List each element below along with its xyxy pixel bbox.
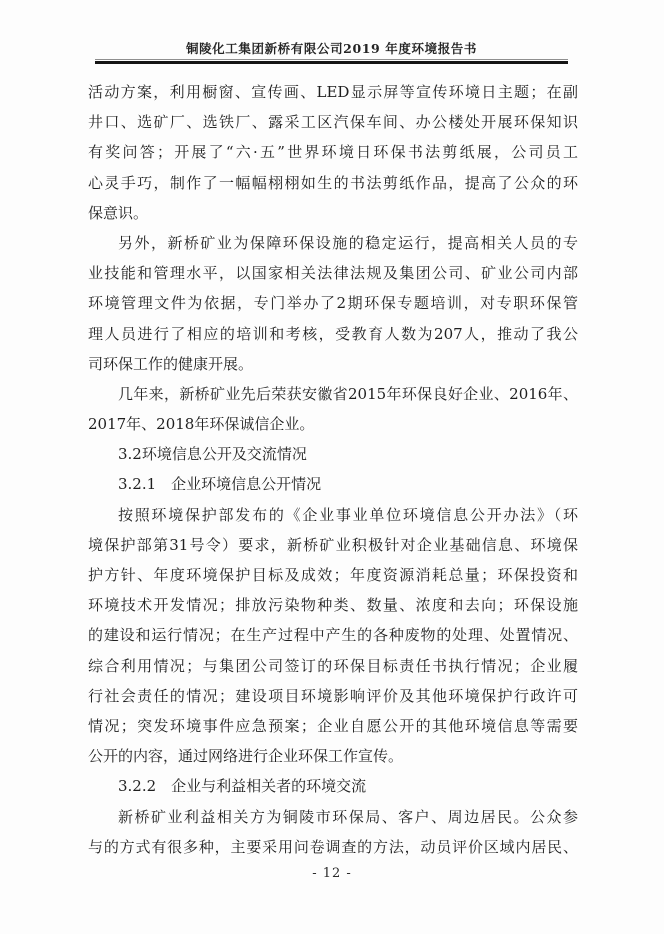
text-line: 司环保工作的健康开展。 (88, 354, 254, 373)
text-line: 按照环境保护部发布的《企业事业单位环境信息公开办法》（环 (118, 505, 578, 524)
text-line: 与的方式有很多种，主要采用问卷调查的方法，动员评价区域内居民、 (88, 837, 578, 856)
text-line: 情况；突发环境事件应急预案；企业自愿公开的其他环境信息等需要 (88, 716, 578, 735)
text-line: 护方针、年度环境保护目标及成效；年度资源消耗总量；环保投资和 (88, 566, 578, 584)
text-line: 心灵手巧，制作了一幅幅栩栩如生的书法剪纸作品，提高了公众的环 (88, 173, 578, 192)
section-heading: 3.2.2 企业与利益相关者的环境交流 (118, 777, 367, 796)
text-line: 业技能和管理水平，以国家相关法律法规及集团公司、矿业公司内部 (88, 264, 578, 283)
text-line: 2017年、2018年环保诚信企业。 (88, 415, 315, 434)
text-line: 理人员进行了相应的培训和考核，受教育人数为207人，推动了我公 (88, 324, 578, 343)
text-line: 另外，新桥矿业为保障环保设施的稳定运行，提高相关人员的专 (118, 233, 578, 252)
text-line: 几年来，新桥矿业先后荣获安徽省2015年环保良好企业、2016年、 (118, 384, 578, 403)
text-line: 保意识。 (88, 203, 149, 222)
header-rule (95, 59, 568, 64)
text-line: 环境技术开发情况；排放污染物种类、数量、浓度和去向；环保设施 (88, 596, 578, 615)
text-line: 综合利用情况；与集团公司签订的环保目标责任书执行情况；企业履 (88, 656, 578, 675)
text-line: 境保护部第31号令）要求，新桥矿业积极针对企业基础信息、环境保 (88, 535, 578, 554)
section-heading: 3.2环境信息公开及交流情况 (118, 445, 307, 464)
text-line: 行社会责任的情况；建设项目环境影响评价及其他环境保护行政许可 (88, 686, 578, 705)
section-heading: 3.2.1 企业环境信息公开情况 (118, 475, 322, 494)
document-body (88, 77, 578, 862)
page-number: - 12 - (312, 866, 352, 881)
text-line: 的建设和运行情况；在生产过程中产生的各种废物的处理、处置情况、 (88, 626, 578, 645)
text-line: 井口、选矿厂、选铁厂、露采工区汽保车间、办公楼处开展环保知识 (88, 113, 578, 132)
text-line: 环境管理文件为依据，专门举办了2期环保专题培训，对专职环保管 (88, 294, 578, 313)
text-line: 公开的内容，通过网络进行企业环保工作宣传。 (88, 747, 404, 766)
text-line: 活动方案，利用橱窗、宣传画、LED显示屏等宣传环境日主题；在副 (88, 83, 578, 101)
report-header-title: 铜陵化工集团新桥有限公司2019 年度环境报告书 (185, 41, 478, 56)
text-line: 新桥矿业利益相关方为铜陵市环保局、客户、周边居民。公众参 (118, 807, 578, 826)
text-line: 有奖问答；开展了“六·五”世界环境日环保书法剪纸展，公司员工 (88, 143, 578, 162)
